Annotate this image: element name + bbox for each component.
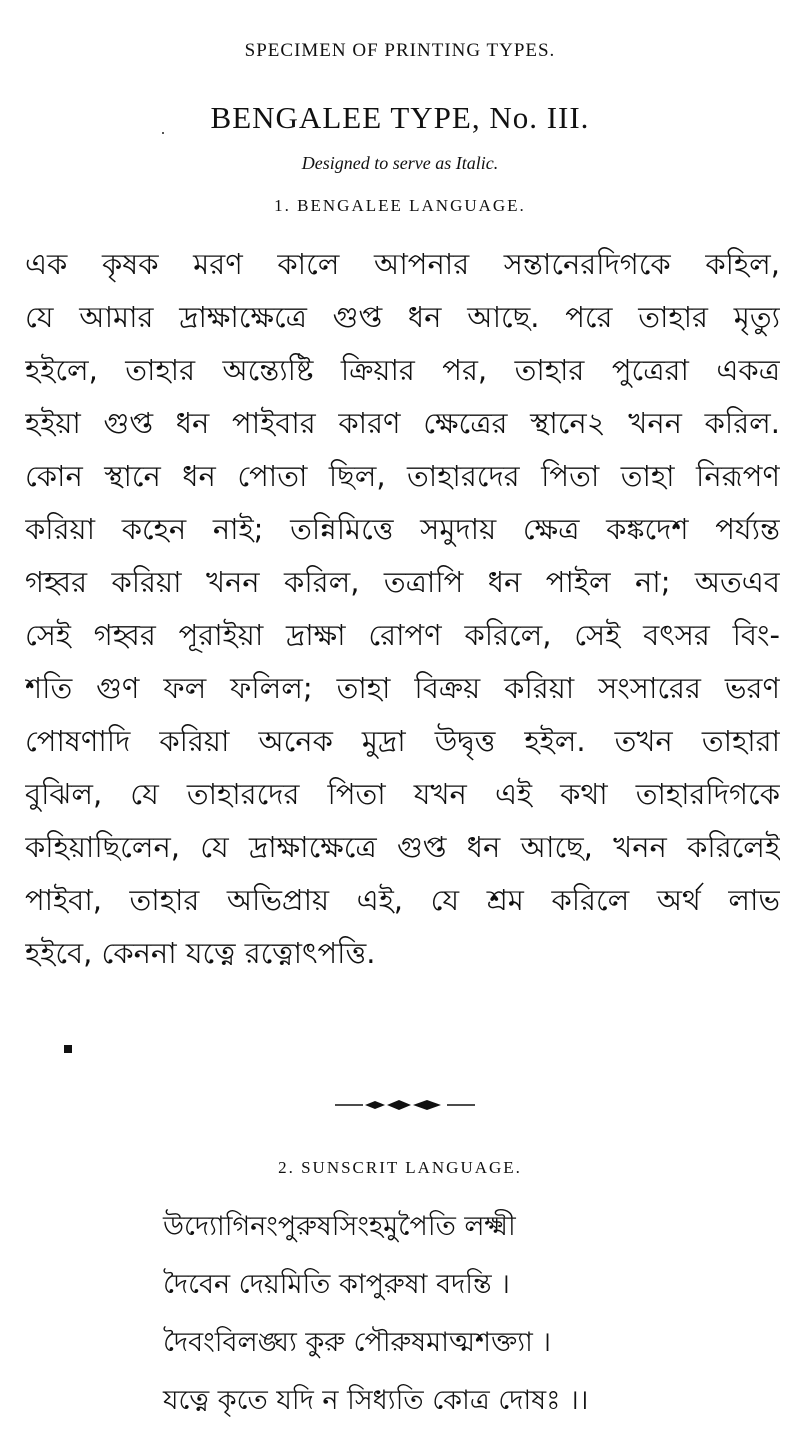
- text-line: পোষণাদি করিয়া অনেক মুদ্রা উদ্বৃত্ত হইল. তখন তাহারা: [25, 724, 780, 758]
- section-1-heading: 1. BENGALEE LANGUAGE.: [274, 196, 526, 215]
- text-line: হইবে, কেননা যত্নে রত্নোৎপত্তি.: [25, 936, 376, 970]
- text-line: কহিয়াছিলেন, যে দ্রাক্ষাক্ষেত্রে গুপ্ত ধন আছে, খনন করিলেই: [25, 830, 780, 864]
- specimen-heading: SPECIMEN OF PRINTING TYPES.: [244, 40, 556, 61]
- ornamental-divider: [335, 1098, 475, 1112]
- text-line: বুঝিল, যে তাহারদের পিতা যখন এই কথা তাহারদিগকে: [25, 777, 780, 811]
- bengalee-text-block: [25, 238, 780, 980]
- text-line: হইয়া গুপ্ত ধন পাইবার কারণ ক্ষেত্রের স্থানে২ খনন করিল.: [25, 406, 780, 440]
- verse-line: দৈবংবিলঙ্ঘ্য কুরু পৌরুষমাত্মশক্ত্যা ।: [163, 1327, 552, 1358]
- page-title: BENGALEE TYPE, No. III.: [210, 100, 590, 135]
- text-line: এক কৃষক মরণ কালে আপনার সন্তানেরদিগকে কহিল,: [25, 247, 780, 281]
- verse-line: দৈবেন দেয়মিতি কাপুরুষা বদন্তি ।: [163, 1269, 510, 1300]
- sunscrit-verse-block: [163, 1198, 643, 1430]
- text-line: গহ্বর করিয়া খনন করিল, তত্রাপি ধন পাইল না; অতএব: [25, 565, 780, 599]
- ink-mark: [64, 1045, 72, 1053]
- text-line: হইলে, তাহার অন্ত্যেষ্টি ক্রিয়ার পর, তাহার পুত্রেরা একত্র: [25, 353, 780, 387]
- verse-line: যত্নে কৃতে যদি ন সিধ্যতি কোত্র দোষঃ ।।: [163, 1385, 589, 1416]
- page-subtitle: Designed to serve as Italic.: [301, 153, 499, 173]
- section-2-heading: 2. SUNSCRIT LANGUAGE.: [278, 1158, 522, 1177]
- text-line: কোন স্থানে ধন পোতা ছিল, তাহারদের পিতা তাহা নিরূপণ: [25, 459, 780, 493]
- text-line: সেই গহ্বর পূরাইয়া দ্রাক্ষা রোপণ করিলে, সেই বৎসর বিং-: [25, 618, 780, 652]
- text-line: যে আমার দ্রাক্ষাক্ষেত্রে গুপ্ত ধন আছে. পরে তাহার মৃত্যু: [25, 300, 780, 334]
- text-line: করিয়া কহেন নাই; তন্নিমিত্তে সমুদায় ক্ষেত্র কঙ্কদেশ পর্য্যন্ত: [25, 512, 780, 546]
- text-line: শতি গুণ ফল ফলিল; তাহা বিক্রয় করিয়া সংসারের ভরণ: [25, 671, 780, 705]
- text-line: পাইবা, তাহার অভিপ্রায় এই, যে শ্রম করিলে অর্থ লাভ: [25, 883, 780, 917]
- verse-line: উদ্যোগিনংপুরুষসিংহমুপৈতি লক্ষ্মী: [163, 1211, 516, 1242]
